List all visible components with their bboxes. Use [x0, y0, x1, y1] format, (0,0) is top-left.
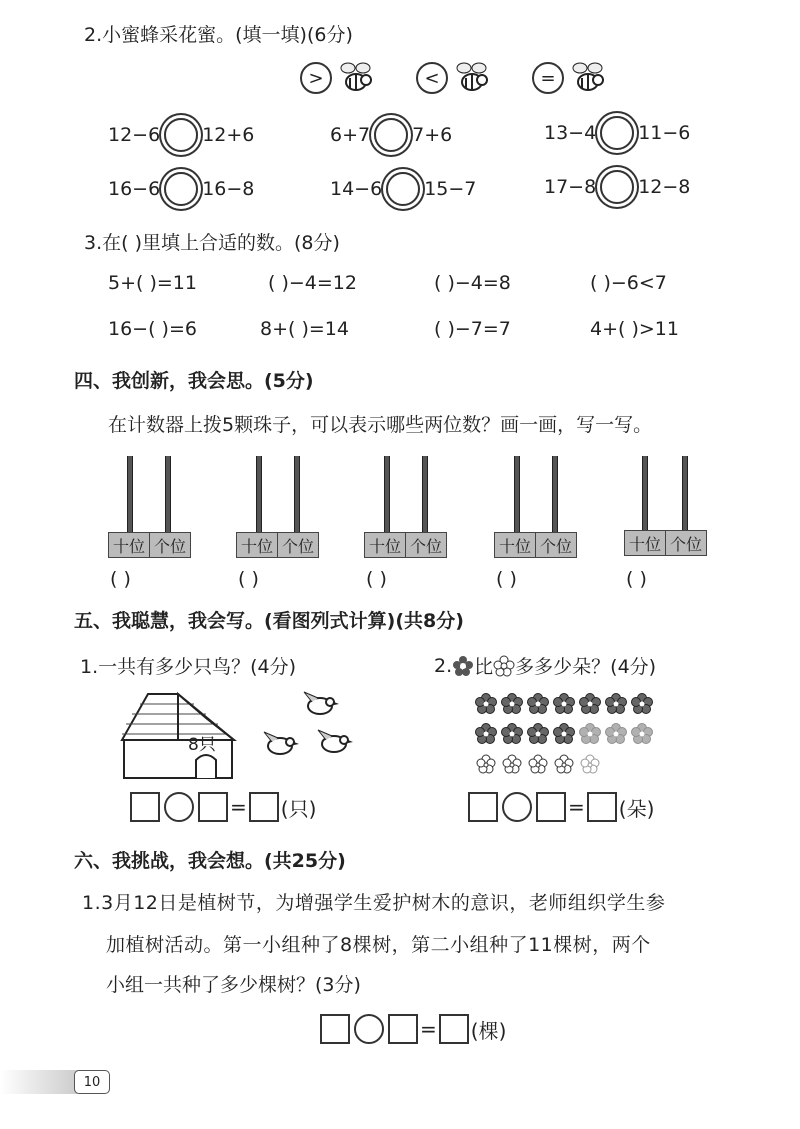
abacus-rod[interactable]: [127, 456, 133, 532]
fill-item[interactable]: 8+( )=14: [260, 318, 349, 340]
compare-item: [108, 172, 254, 206]
abacus-base: [364, 532, 447, 558]
number-box[interactable]: [320, 1014, 350, 1044]
right-expr: 12−8: [638, 176, 691, 198]
tens-label: 十位: [495, 533, 536, 557]
compare-symbol: =: [532, 62, 564, 94]
bird-icon: [260, 728, 300, 760]
number-box[interactable]: [388, 1014, 418, 1044]
compare-word: 比: [474, 656, 494, 678]
s6-q1-line: 加植树活动。第一小组种了8棵树，第二小组种了11棵树，两个: [106, 934, 651, 956]
section-4-heading: 四、我创新，我会思。(5分): [74, 370, 314, 392]
fill-item[interactable]: 16−( )=6: [108, 318, 197, 340]
answer-blank[interactable]: ( ): [496, 568, 517, 590]
flower-blank[interactable]: [164, 172, 198, 206]
left-expr: 13−4: [544, 122, 597, 144]
bee-lt: [416, 58, 492, 98]
equation-row: [468, 792, 654, 822]
fill-item[interactable]: ( )−6<7: [590, 272, 667, 294]
abacus-rod[interactable]: [294, 456, 300, 532]
section-6-heading: 六、我挑战，我会想。(共25分): [74, 850, 346, 872]
equals-sign: =: [568, 795, 585, 819]
flower-blank[interactable]: [600, 170, 634, 204]
bee-icon: [336, 58, 376, 98]
page-tab: [0, 1070, 78, 1094]
dark-flower-icon: [452, 655, 474, 677]
bee-gt: [300, 58, 376, 98]
number-box[interactable]: [468, 792, 498, 822]
bird-icon: [300, 688, 340, 720]
abacus-rod[interactable]: [384, 456, 390, 532]
ones-label: 个位: [409, 536, 442, 556]
q2-title: 2.小蜜蜂采花蜜。(填一填)(6分): [84, 24, 353, 46]
answer-blank[interactable]: ( ): [110, 568, 131, 590]
tens-label: 十位: [109, 533, 150, 557]
result-box[interactable]: [587, 792, 617, 822]
page-number: 10: [74, 1070, 110, 1094]
tens-label: 十位: [625, 531, 666, 555]
compare-item: [544, 170, 690, 204]
abacus-base: [236, 532, 319, 558]
equation-row: [130, 792, 316, 822]
operator-circle[interactable]: [502, 792, 532, 822]
section-4-prompt: 在计数器上拨5颗珠子，可以表示哪些两位数？画一画，写一写。: [108, 414, 653, 436]
equals-sign: =: [420, 1017, 437, 1041]
unit-label: (棵): [470, 1018, 507, 1043]
fill-item[interactable]: 5+( )=11: [108, 272, 197, 294]
s6-q1-line: 1.3月12日是植树节，为增强学生爱护树木的意识，老师组织学生参: [82, 892, 666, 914]
right-expr: 11−6: [638, 122, 691, 144]
left-expr: 14−6: [330, 178, 383, 200]
compare-symbol: <: [416, 62, 448, 94]
bird-icon: [314, 726, 354, 758]
q-suffix: 多多少朵？(4分): [515, 656, 657, 678]
flower-blank[interactable]: [600, 116, 634, 150]
house-illustration: [118, 688, 240, 780]
abacus-base: [624, 530, 707, 556]
compare-item: [108, 118, 254, 152]
abacus-rod[interactable]: [256, 456, 262, 532]
answer-blank[interactable]: ( ): [366, 568, 387, 590]
operator-circle[interactable]: [164, 792, 194, 822]
left-expr: 17−8: [544, 176, 597, 198]
ones-label: 个位: [539, 536, 572, 556]
operator-circle[interactable]: [354, 1014, 384, 1044]
fill-item[interactable]: ( )−4=8: [434, 272, 511, 294]
flowers-illustration: [472, 690, 662, 780]
right-expr: 7+6: [412, 124, 453, 146]
compare-item: [330, 118, 452, 152]
tens-label: 十位: [237, 533, 278, 557]
section-5-heading: 五、我聪慧，我会写。(看图列式计算)(共8分): [74, 610, 464, 632]
tens-label: 十位: [365, 533, 406, 557]
left-expr: 16−6: [108, 178, 161, 200]
right-expr: 12+6: [202, 124, 255, 146]
s5-q1-title: 1.一共有多少只鸟？(4分): [80, 656, 297, 678]
q3-title: 3.在( )里填上合适的数。(8分): [84, 232, 340, 254]
compare-item: [330, 172, 476, 206]
left-expr: 6+7: [330, 124, 371, 146]
abacus-base: [494, 532, 577, 558]
unit-label: (只): [280, 796, 317, 821]
ones-label: 个位: [281, 536, 314, 556]
abacus-rod[interactable]: [422, 456, 428, 532]
abacus-rod[interactable]: [514, 456, 520, 532]
compare-symbol: >: [300, 62, 332, 94]
number-box[interactable]: [198, 792, 228, 822]
fill-item[interactable]: ( )−7=7: [434, 318, 511, 340]
abacus-rod[interactable]: [682, 456, 688, 532]
equals-sign: =: [230, 795, 247, 819]
s5-q2-title: [434, 652, 656, 679]
right-expr: 15−7: [424, 178, 477, 200]
number-box[interactable]: [130, 792, 160, 822]
right-expr: 16−8: [202, 178, 255, 200]
compare-item: [544, 116, 690, 150]
fill-item[interactable]: ( )−4=12: [268, 272, 357, 294]
bee-eq: [532, 58, 608, 98]
flower-blank[interactable]: [386, 172, 420, 206]
abacus-rod[interactable]: [642, 456, 648, 532]
bee-icon: [568, 58, 608, 98]
fill-item[interactable]: 4+( )>11: [590, 318, 679, 340]
unit-label: (朵): [618, 796, 655, 821]
s6-q1-line: 小组一共种了多少棵树？(3分): [106, 974, 361, 996]
flower-blank[interactable]: [374, 118, 408, 152]
abacus-rod[interactable]: [165, 456, 171, 532]
flower-blank[interactable]: [164, 118, 198, 152]
equation-row: [320, 1014, 506, 1044]
number-box[interactable]: [536, 792, 566, 822]
ones-label: 个位: [153, 536, 186, 556]
bee-icon: [452, 58, 492, 98]
result-box[interactable]: [249, 792, 279, 822]
result-box[interactable]: [439, 1014, 469, 1044]
abacus-base: [108, 532, 191, 558]
bee-legend: [300, 58, 608, 98]
light-flower-icon: [493, 655, 515, 677]
answer-blank[interactable]: ( ): [238, 568, 259, 590]
flower-grid: [472, 690, 662, 784]
left-expr: 12−6: [108, 124, 161, 146]
abacus-rod[interactable]: [552, 456, 558, 532]
q-number: 2.: [434, 654, 453, 677]
answer-blank[interactable]: ( ): [626, 568, 647, 590]
house-label: 8只: [188, 735, 216, 755]
ones-label: 个位: [669, 534, 702, 554]
